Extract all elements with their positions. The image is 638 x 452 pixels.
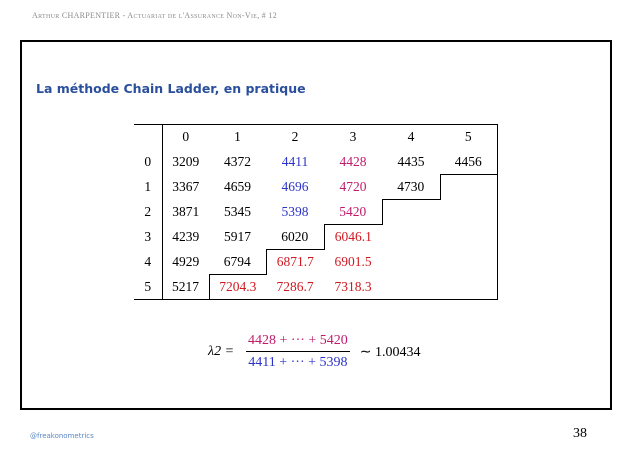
- table-cell: 6871.7: [266, 250, 324, 275]
- table-cell: 7286.7: [266, 275, 324, 300]
- table-header-row: [134, 125, 497, 150]
- footer-handle: @freakonometrics: [30, 432, 94, 440]
- column-header: 5: [440, 125, 497, 150]
- table-cell: 5345: [224, 204, 251, 219]
- table-row: [134, 225, 497, 250]
- column-header: 0: [162, 125, 209, 150]
- table-cell: [382, 250, 440, 275]
- corner-cell: [134, 125, 162, 150]
- table-cell: 3367: [172, 179, 200, 194]
- slide-header: Arthur CHARPENTIER - Actuariat de l'Assurance Non-Vie, # 12: [32, 11, 278, 20]
- table-row: [134, 200, 497, 225]
- column-header: 2: [266, 125, 324, 150]
- row-label: 0: [134, 150, 162, 175]
- lambda-formula: [208, 333, 421, 371]
- row-label: 1: [134, 175, 162, 200]
- table-cell: 6046.1: [324, 225, 382, 250]
- table-cell: [382, 275, 440, 300]
- row-label: 2: [134, 200, 162, 225]
- table-cell: 4659: [224, 179, 251, 194]
- table-cell: 5217: [162, 275, 209, 300]
- table-row: [134, 150, 497, 175]
- page-number: 38: [573, 426, 587, 441]
- table-cell: 4730: [382, 175, 440, 200]
- table-cell: 4720: [339, 179, 367, 194]
- table-cell: [440, 275, 497, 300]
- table-cell: [440, 225, 497, 250]
- table-cell: 4929: [172, 254, 200, 269]
- table-cell: [440, 200, 497, 225]
- row-label: 4: [134, 250, 162, 275]
- row-label: 3: [134, 225, 162, 250]
- development-triangle: [134, 124, 498, 300]
- formula-result: ∼ 1.00434: [359, 344, 421, 360]
- column-header: 1: [209, 125, 266, 150]
- table-cell: 6020: [266, 225, 324, 250]
- table-cell: [440, 250, 497, 275]
- table-cell: 6901.5: [334, 254, 372, 269]
- table-cell: 7204.3: [209, 275, 266, 300]
- table-row: [134, 175, 497, 200]
- slide-title: La méthode Chain Ladder, en pratique: [36, 81, 306, 96]
- table-cell: 5398: [281, 204, 309, 219]
- table-cell: 4428: [339, 154, 367, 169]
- table-cell: 4435: [397, 154, 425, 169]
- table-cell: [382, 225, 440, 250]
- table-cell: 3871: [172, 204, 200, 219]
- column-header: 3: [324, 125, 382, 150]
- table-cell: [440, 175, 497, 200]
- table-cell: 3209: [172, 154, 200, 169]
- formula-fraction: [246, 333, 350, 371]
- table-row: [134, 250, 497, 275]
- table-cell: 4696: [281, 179, 309, 194]
- table-cell: 4239: [172, 229, 200, 244]
- table-cell: [382, 200, 440, 225]
- column-header: 4: [382, 125, 440, 150]
- table-cell: 5420: [324, 200, 382, 225]
- table-cell: 5917: [224, 229, 251, 244]
- table-cell: 4372: [224, 154, 251, 169]
- formula-denominator: 4411 + ··· + 5398: [248, 355, 348, 370]
- row-label: 5: [134, 275, 162, 300]
- table-row: [134, 275, 497, 300]
- table-cell: 7318.3: [324, 275, 382, 300]
- table-cell: 6794: [209, 250, 266, 275]
- table-cell: 4456: [440, 150, 497, 175]
- table-cell: 4411: [281, 154, 309, 169]
- formula-numerator: 4428 + ··· + 5420: [246, 333, 350, 352]
- formula-lhs: λ2 =: [208, 344, 235, 359]
